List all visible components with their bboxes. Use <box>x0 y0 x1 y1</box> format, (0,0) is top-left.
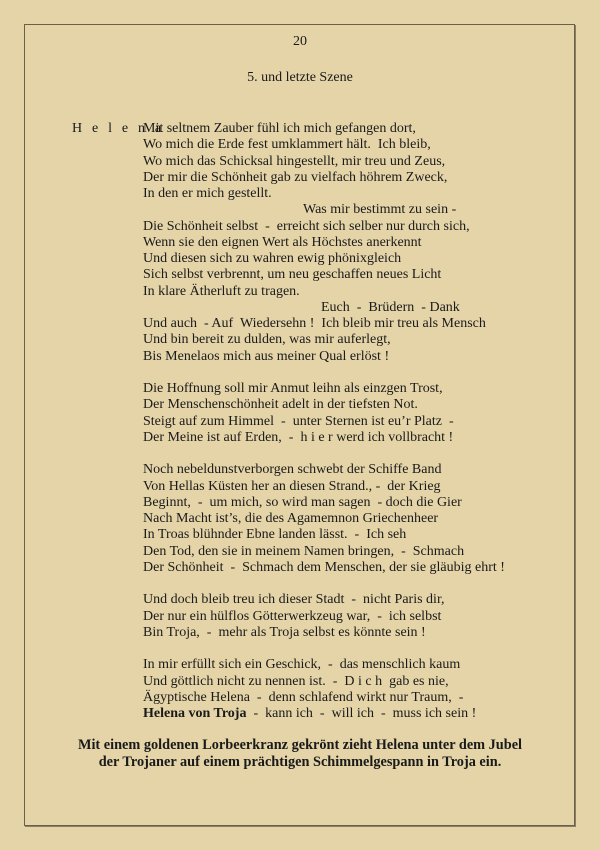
verse-line-final <box>143 706 563 722</box>
verse-line: Noch nebeldunstverborgen schwebt der Schiffe Band <box>143 462 442 478</box>
verse-line: Den Tod, den sie in meinem Namen bringen, - Schmach <box>143 543 465 559</box>
stage-direction-line: der Trojaner auf einem prächtigen Schimmelgespann in Troja ein. <box>98 753 502 770</box>
verse-line: Der nur ein hülflos Götterwerkzeug war, - ich selbst <box>143 608 442 624</box>
verse-line: Und doch bleib treu ich dieser Stadt - nicht Paris dir, <box>143 592 445 608</box>
verse-line: Und diesen sich zu wahren ewig phönixgleich <box>143 251 402 266</box>
verse-line: Bis Menelaos mich aus meiner Qual erlöst ! <box>143 348 390 364</box>
verse-text <box>143 121 563 739</box>
verse-line: Die Hoffnung soll mir Anmut leihn als einzgen Trost, <box>143 381 443 396</box>
verse-line: Beginnt, - um mich, so wird man sagen - doch die Gier <box>143 494 462 510</box>
page-number: 20 <box>293 34 307 49</box>
verse-line: In mir erfüllt sich ein Geschick, - das menschlich kaum <box>143 657 461 673</box>
verse-line: Nach Macht ist’s, die des Agamemnon Griechenheer <box>143 511 439 526</box>
verse-line: Der Meine ist auf Erden, - h i e r werd ich vollbracht ! <box>143 429 454 445</box>
verse-line: Und göttlich nicht zu nennen ist. - D i c h gab es nie, <box>143 673 449 689</box>
bold-title-text: Helena von Troja <box>143 706 247 721</box>
verse-line: Und bin bereit zu dulden, was mir auferlegt, <box>143 332 391 348</box>
stanza <box>143 121 563 365</box>
stanza <box>143 657 563 722</box>
verse-line: Sich selbst verbrennt, um neu geschaffen neues Licht <box>143 267 442 283</box>
verse-line: In den er mich gestellt. <box>143 186 272 201</box>
verse-line: Die Schönheit selbst - erreicht sich selber nur durch sich, <box>143 218 470 234</box>
speaker-name: H e l e n a <box>72 121 165 136</box>
stage-direction <box>40 737 560 770</box>
scene-title: 5. und letzte Szene <box>247 70 353 85</box>
verse-line: Von Hellas Küsten her an diesen Strand., - der Krieg <box>143 478 441 494</box>
verse-line: Der Menschenschönheit adelt in der tiefsten Not. <box>143 397 418 413</box>
stanza <box>143 381 563 446</box>
verse-line: Ägyptische Helena - denn schlafend wirkt nur Traum, - <box>143 689 464 705</box>
verse-line: Wo mich die Erde fest umklammert hält. Ich bleib, <box>143 137 431 153</box>
verse-line: Wenn sie den eignen Wert als Höchstes anerkennt <box>143 234 422 250</box>
verse-line: Euch - Brüdern - Dank <box>321 299 460 315</box>
verse-line: Der mir die Schönheit gab zu vielfach höhrem Zweck, <box>143 169 448 185</box>
final-line-rest: - kann ich - will ich - muss ich sein ! <box>246 706 477 721</box>
verse-line: Steigt auf zum Himmel - unter Sternen ist eu’r Platz - <box>143 413 454 429</box>
verse-line: Was mir bestimmt zu sein - <box>303 202 457 218</box>
verse-line: Der Schönheit - Schmach dem Menschen, der sie gläubig ehrt ! <box>143 559 505 575</box>
verse-line: In klare Ätherluft zu tragen. <box>143 283 300 299</box>
verse-line: Und auch - Auf Wiedersehn ! Ich bleib mir treu als Mensch <box>143 316 486 331</box>
verse-line: Bin Troja, - mehr als Troja selbst es könnte sein ! <box>143 624 426 640</box>
verse-line: Mit seltnem Zauber fühl ich mich gefangen dort, <box>143 121 416 136</box>
stage-direction-line: Mit einem goldenen Lorbeerkranz gekrönt zieht Helena unter dem Jubel <box>77 737 523 753</box>
stanza <box>143 592 563 641</box>
verse-line: Wo mich das Schicksal hingestellt, mir treu und Zeus, <box>143 153 446 169</box>
verse-line: In Troas blühnder Ebne landen lässt. - Ich seh <box>143 527 407 543</box>
stanza <box>143 462 563 576</box>
